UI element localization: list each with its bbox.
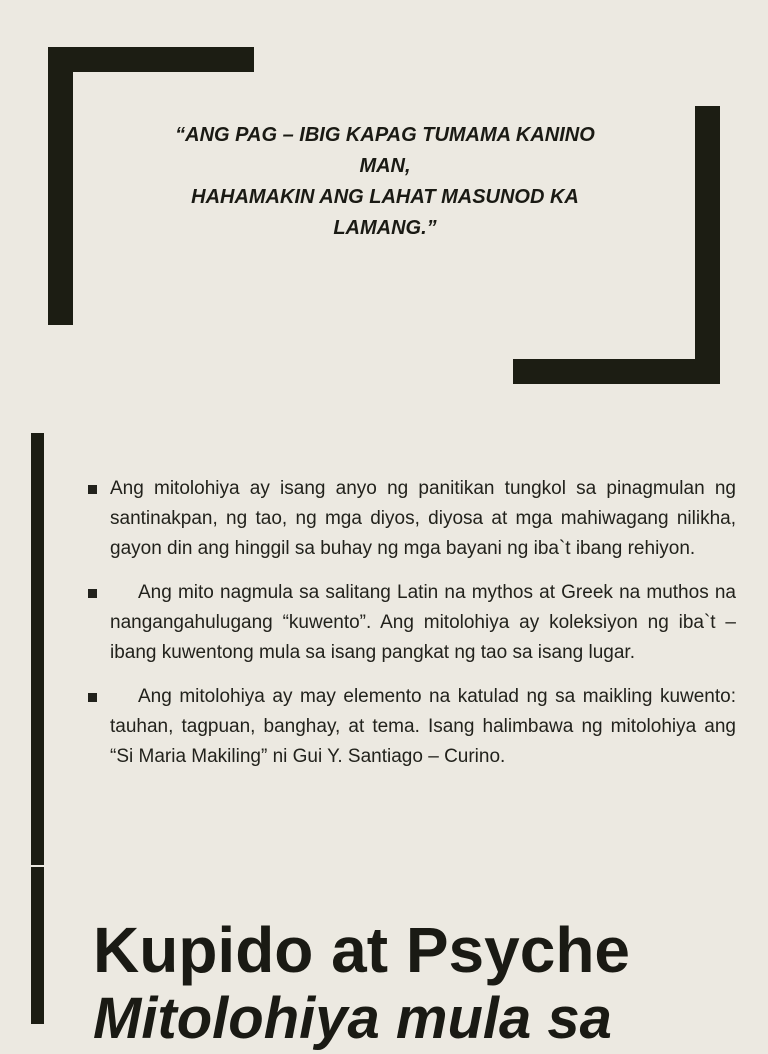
- square-bullet-icon: [88, 693, 97, 702]
- quote-line: MAN,: [359, 155, 411, 177]
- bullet-text: Ang mito nagmula sa salitang Latin na mythos at Greek na muthos na nangangahulugang “kuwento”. Ang mitolohiya ay koleksiyon ng iba`t – ibang kuwentong mula sa isang pangkat ng tao sa isang lugar.: [110, 582, 736, 663]
- bracket-top-left-vertical: [48, 47, 73, 325]
- slide-title: Kupido at Psyche: [93, 914, 630, 986]
- quote-line: “ANG PAG – IBIG KAPAG TUMAMA KANINO: [175, 124, 595, 146]
- slide-subtitle: Mitolohiya mula sa: [93, 986, 612, 1051]
- square-bullet-icon: [88, 485, 97, 494]
- bracket-bottom-right-horizontal: [513, 359, 720, 384]
- quote-slide: [0, 0, 768, 410]
- quote-line: LAMANG.”: [333, 217, 437, 239]
- bullet-item: [86, 474, 736, 564]
- bracket-bottom-right-vertical: [695, 106, 720, 384]
- quote-line: HAHAMAKIN ANG LAHAT MASUNOD KA: [191, 186, 579, 208]
- bracket-top-left-horizontal: [48, 47, 254, 72]
- title-slide-side-bar: [31, 867, 44, 1024]
- square-bullet-icon: [88, 589, 97, 598]
- bullet-list: [86, 474, 736, 786]
- content-slide-side-bar: [31, 433, 44, 865]
- bullet-text: Ang mitolohiya ay may elemento na katulad ng sa maikling kuwento: tauhan, tagpuan, banghay, at tema. Isang halimbawa ng mitolohiya ang “Si Maria Makiling” ni Gui Y. Santiago – Curino.: [110, 686, 736, 767]
- quote-text: [130, 120, 640, 244]
- bullet-text: Ang mitolohiya ay isang anyo ng panitikan tungkol sa pinagmulan ng santinakpan, ng tao, ng mga diyos, diyosa at mga mahiwagang nilikha, gayon din ang hinggil sa buhay ng mga bayani ng iba`t ibang rehiyon.: [110, 478, 736, 559]
- bullet-item: [86, 578, 736, 668]
- bullet-item: [86, 682, 736, 772]
